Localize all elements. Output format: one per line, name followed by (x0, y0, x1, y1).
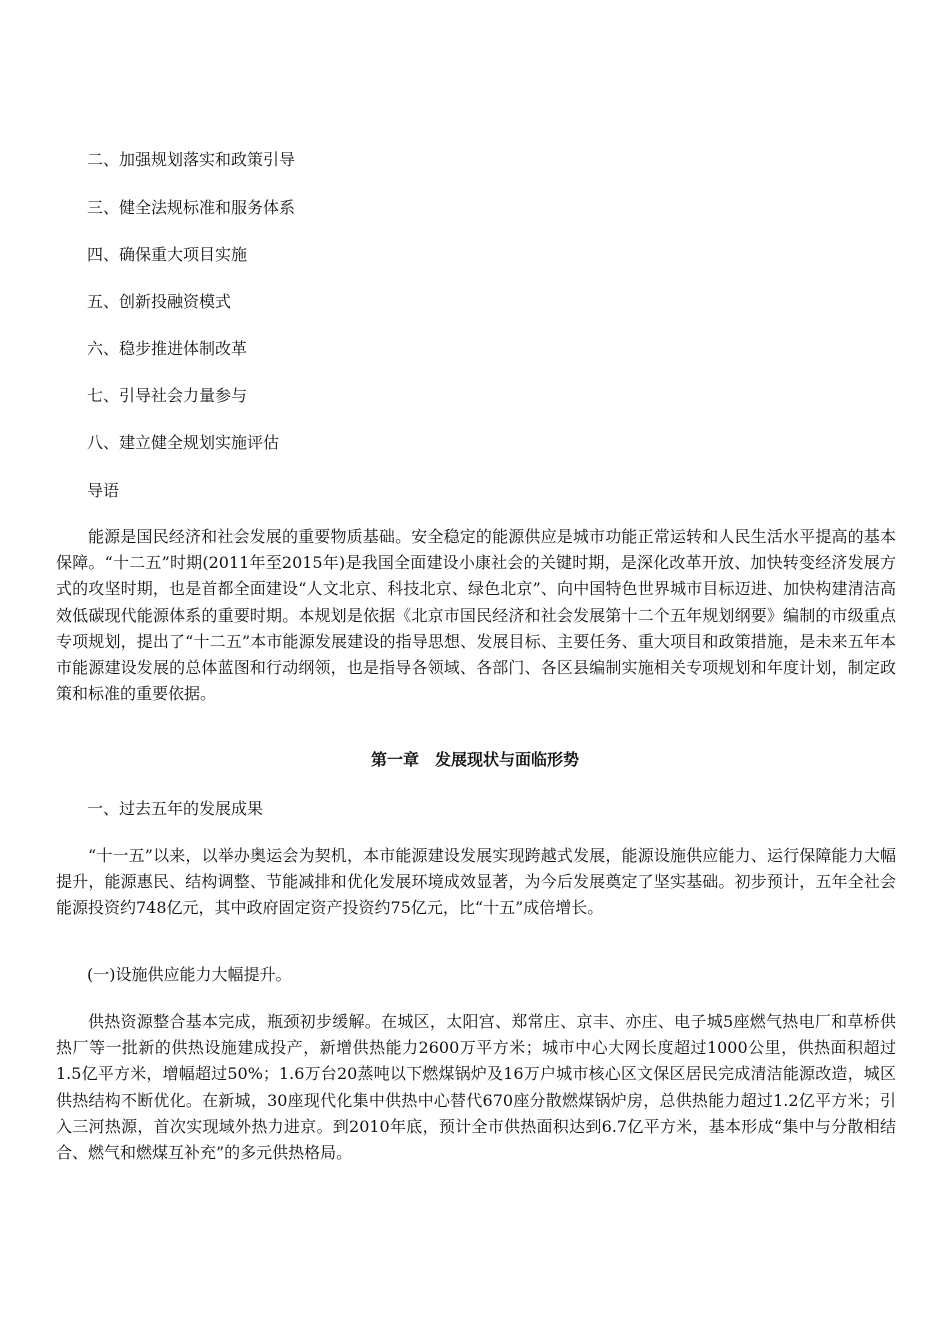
outline-item-5: 五、创新投融资模式 (87, 292, 232, 311)
outline-item-7: 七、引导社会力量参与 (87, 386, 248, 405)
preface-paragraph: 能源是国民经济和社会发展的重要物质基础。安全稳定的能源供应是城市功能正常运转和人民生活水平提高的基本保障。“十二五”时期(2011年至2015年)是我国全面建设小康社会的关键时期，是深化改革开放、加快转变经济发展方式的攻坚时期，也是首都全面建设“人文北京、科技北京、绿色北京”、向中国特色世界城市目标迈进、加快构建清洁高效低碳现代能源体系的重要时期。本规划是依据《北京市国民经济和社会发展第十二个五年规划纲要》编制的市级重点专项规划，提出了“十二五”本市能源发展建设的指导思想、发展目标、主要任务、重大项目和政策措施，是未来五年本市能源建设发展的总体蓝图和行动纲领，也是指导各领域、各部门、各区县编制实施相关专项规划和年度计划，制定政策和标准的重要依据。 (56, 527, 896, 704)
outline-item-2: 二、加强规划落实和政策引导 (87, 150, 296, 169)
outline-item-4: 四、确保重大项目实施 (87, 245, 248, 264)
section-heading: 一、过去五年的发展成果 (87, 799, 264, 818)
outline-item-3: 三、健全法规标准和服务体系 (87, 198, 296, 217)
subsection-paragraph: 供热资源整合基本完成，瓶颈初步缓解。在城区，太阳宫、郑常庄、京丰、亦庄、电子城5座燃气热电厂和草桥供热厂等一批新的供热设施建成投产，新增供热能力2600万平方米；城市中心大网长度超过1000公里，供热面积超过1.5亿平方米，增幅超过50%；1.6万台20蒸吨以下燃煤锅炉及16万户城市核心区文保区居民完成清洁能源改造，城区供热结构不断优化。在新城，30座现代化集中供热中心替代670座分散燃煤锅炉房，总供热能力超过1.2亿平方米；引入三河热源，首次实现域外热力进京。到2010年底，预计全市供热面积达到6.7亿平方米，基本形成“集中与分散相结合、燃气和燃煤互补充”的多元供热格局。 (56, 1012, 896, 1163)
subsection-heading: (一)设施供应能力大幅提升。 (87, 965, 292, 984)
section-paragraph: “十一五”以来，以举办奥运会为契机，本市能源建设发展实现跨越式发展，能源设施供应能力、运行保障能力大幅提升，能源惠民、结构调整、节能减排和优化发展环境成效显著，为今后发展奠定了坚实基础。初步预计，五年全社会能源投资约748亿元，其中政府固定资产投资约75亿元，比“十五”成倍增长。 (56, 846, 896, 918)
outline-item-6: 六、稳步推进体制改革 (87, 339, 248, 358)
outline-item-8: 八、建立健全规划实施评估 (87, 433, 280, 452)
preface-label: 导语 (87, 481, 120, 500)
chapter-title: 第一章 发展现状与面临形势 (370, 750, 579, 769)
